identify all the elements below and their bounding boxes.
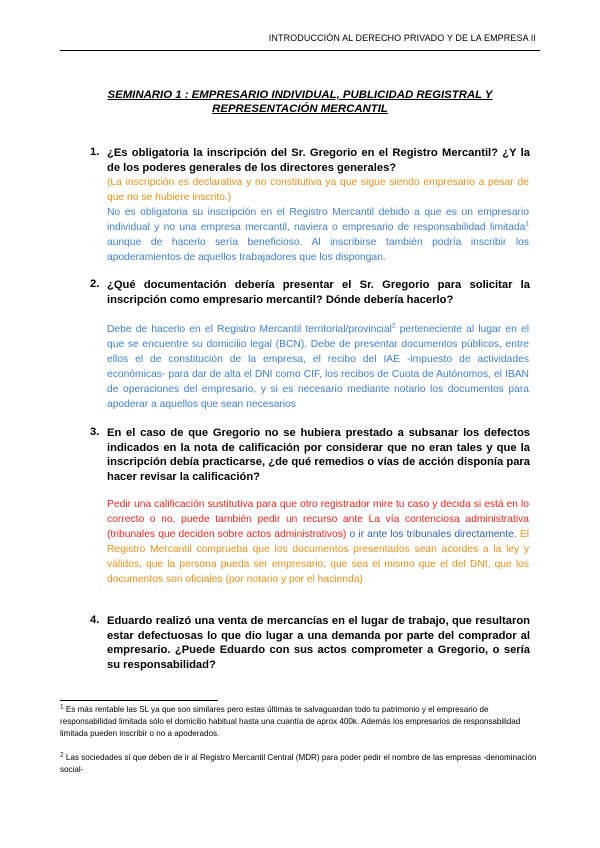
question-1-number: 1. [90,146,100,158]
footnote-1-number: 1 [60,703,64,711]
answer-1-body-a: No es obligatoria su inscripción en el Registro Mercantil debido a que es un empresario individual y no una empresa mercantil, naviera o empresario de responsabilidad limitada [107,207,529,233]
question-4 [88,614,530,672]
question-2-text: ¿Qué documentación debería presentar el Sr. Gregorio para solicitar la inscripción como empresario mercantil? Dónde debería hacerlo? [107,279,530,306]
answer-1-body-b: aunque de hacerlo sería beneficioso. Al inscribirse también podría inscribir los apoderamientos de aquellos trabajadores que los dispongan. [107,237,529,263]
question-3-text: En el caso de que Gregorio no se hubiera prestado a subsanar los defectos indicados en la nota de calificación por considerar que no eran tales y que la inscripción debía practicarse, ¿de qué remedios o vías de acción disponía para hacer revisar la calificación? [107,427,530,483]
footnote-rule [60,700,218,701]
question-2 [88,278,530,307]
answer-1-body [107,205,529,265]
footnote-2 [60,752,540,776]
header-rule [60,50,540,51]
answer-3-red: Pedir una calificación sustitutiva para que otro registrador mire tu caso y decida si está en lo correcto o no, puede también pedir un recurso ante La vía contenciosa administrativa (tribunales que deciden sobre actos administrativos) [107,499,529,540]
question-4-text: Eduardo realizó una venta de mercancías en el lugar de trabajo, que resultaron estar defectuosas lo que dio lugar a una demanda por parte del comprador al empresario. ¿Puede Eduardo con sus actos comprometer a Gregorio, o sería su responsabilidad? [107,615,530,671]
footnote-1-text: Es más rentable las SL ya que son similares pero estas últimas te salvaguardan todo tu patrimonio y el empresario de responsabilidad limitada sólo el domicilio habitual hasta una cuantía de aprox 400k. Además los empresarios de responsabilidad limitada pueden inscribir o no a apoderados. [60,705,521,739]
footnote-ref-2: 2 [391,322,396,330]
running-header: INTRODUCCIÓN AL DERECHO PRIVADO Y DE LA EMPRESA II [268,33,536,43]
footnote-ref-1: 1 [525,220,529,228]
footnote-2-text: Las sociedades sí que deben de ir al Registro Mercantil Central (MDR) para poder pedir el nombre de las empresas -denominación social- [60,753,537,775]
answer-2 [107,322,529,412]
question-3-number: 3. [90,426,100,438]
footnote-1 [60,704,540,741]
title-line-1: SEMINARIO 1 : EMPRESARIO INDIVIDUAL, PUBLICIDAD REGISTRAL Y [107,89,493,101]
answer-2-body-b: perteneciente al lugar en el que se encuentre su domicilio legal (BCN). Debe de presentar documentos públicos, entre ellos el de constitución de la empresa, el recibo del IAE -impuesto de actividades económicas- para dar de alta el DNI como CIF, los recibos de Cuota de Autónomos, el IBAN de operaciones del empresario, y si es necesario mediante notario los documentos para apoderar a aquellos que sean necesarios [107,324,529,410]
answer-3-orange: El Registro Mercantil comprueba que los documentos presentados sean acordes a la ley y válidos, que la persona pueda ser empresario, que sea el mismo que el del DNI, que los documentos son oficiales (por notario y por el hacienda) [107,529,529,585]
question-2-number: 2. [90,278,100,290]
answer-1-note: (La inscripción es declarativa y no constitutiva ya que sigue siendo empresario a pesar de que no se hubiere inscrito.) [107,177,529,203]
question-1 [88,146,530,175]
question-1-text: ¿Es obligatoria la inscripción del Sr. Gregorio en el Registro Mercantil? ¿Y la de los poderes generales de los directores generales? [107,147,530,174]
question-4-number: 4. [90,614,100,626]
answer-3-dark: o ir ante los tribunales directamente. [346,529,517,540]
answer-2-body-a: Debe de hacerlo en el Registro Mercantil territorial/provincial [107,324,392,335]
answer-1 [107,175,529,265]
title-line-2: REPRESENTACIÓN MERCANTIL [212,103,388,115]
answer-3 [107,497,529,587]
document-title [80,88,520,116]
footnote-2-number: 2 [60,751,64,759]
question-3 [88,426,530,484]
